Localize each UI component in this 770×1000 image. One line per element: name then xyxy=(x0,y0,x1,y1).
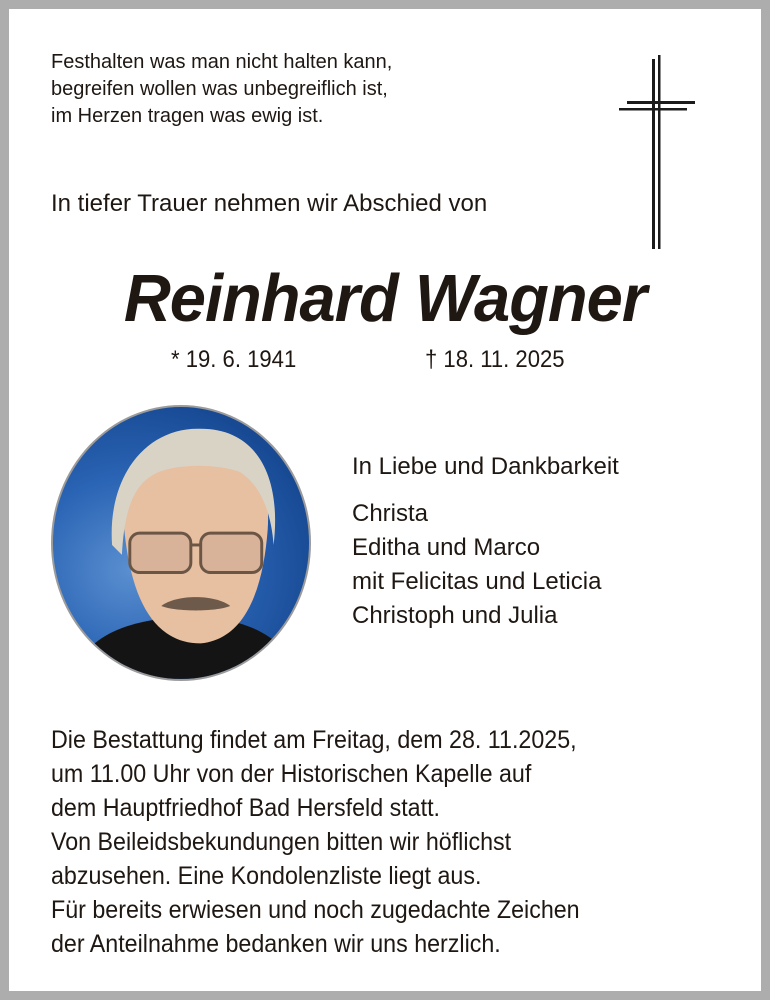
intro-text: In tiefer Trauer nehmen wir Abschied von xyxy=(51,190,488,217)
motto-line: begreifen wollen was unbegreiflich ist, xyxy=(51,78,388,100)
funeral-line: abzusehen. Eine Kondolenzliste liegt aus. xyxy=(51,862,482,890)
deceased-name: Reinhard Wagner xyxy=(123,261,647,336)
funeral-notice xyxy=(51,723,580,961)
family-members xyxy=(352,497,601,633)
family-heading: In Liebe und Dankbarkeit xyxy=(352,453,619,480)
funeral-line: Für bereits erwiesen und noch zugedachte Zeichen xyxy=(51,896,580,924)
family-member: Christa xyxy=(352,500,429,527)
birth-date: * 19. 6. 1941 xyxy=(171,346,297,373)
funeral-line: um 11.00 Uhr von der Historischen Kapelle auf xyxy=(51,760,532,788)
family-member: mit Felicitas und Leticia xyxy=(352,568,602,595)
funeral-line: Von Beileidsbekundungen bitten wir höflichst xyxy=(51,828,512,856)
motto-line: im Herzen tragen was ewig ist. xyxy=(51,105,324,127)
motto-verse xyxy=(51,49,392,130)
portrait-icon xyxy=(53,407,309,679)
motto-line: Festhalten was man nicht halten kann, xyxy=(51,51,393,73)
obituary-card xyxy=(9,9,761,991)
family-member: Christoph und Julia xyxy=(352,602,558,629)
cross-icon xyxy=(617,49,697,249)
portrait-photo xyxy=(51,405,311,681)
family-member: Editha und Marco xyxy=(352,534,541,561)
funeral-line: dem Hauptfriedhof Bad Hersfeld statt. xyxy=(51,794,441,822)
death-date: † 18. 11. 2025 xyxy=(425,346,565,373)
funeral-line: der Anteilnahme bedanken wir uns herzlich. xyxy=(51,930,501,958)
funeral-line: Die Bestattung findet am Freitag, dem 28. 11.2025, xyxy=(51,726,577,754)
